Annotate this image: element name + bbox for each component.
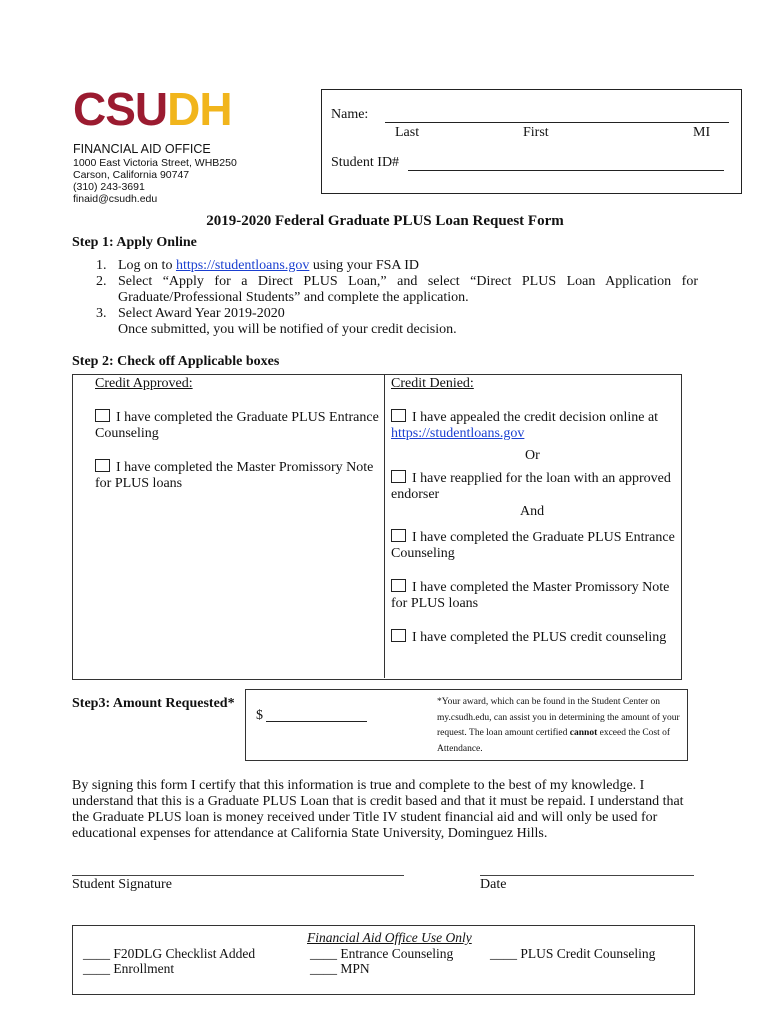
certification-text: By signing this form I certify that this information is true and complete to the best of my knowledge. I understand that this is a Graduate PLUS Loan that is credit based and that it must be repaid. I understand that the Graduate PLUS loan is money received under Title IV student financial aid and will only be used for educational expenses for attendance at California State University, Dominguez Hills. [72, 778, 684, 841]
csudh-logo [73, 83, 232, 135]
entrance-counseling: ____ Entrance Counseling [310, 946, 454, 961]
list-item [96, 258, 698, 274]
checkbox-label: I have completed the PLUS credit counseling [412, 630, 667, 645]
plus-credit-counseling: ____ PLUS Credit Counseling [490, 946, 656, 961]
checklist-added: ____ F20DLG Checklist Added [83, 946, 256, 961]
date-label: Date [480, 877, 507, 892]
office-address [73, 157, 237, 205]
approved-mpn [95, 459, 380, 492]
enrollment: ____ Enrollment [83, 961, 175, 976]
item1-text-post: using your FSA ID [309, 258, 420, 273]
date-line[interactable] [480, 875, 694, 876]
note-bold: cannot [569, 728, 598, 738]
item3-line2: Once submitted, you will be notified of your credit decision. [118, 322, 457, 337]
credit-denied-heading: Credit Denied: [391, 376, 474, 391]
checkbox[interactable] [391, 579, 406, 592]
signature-line[interactable] [72, 875, 404, 876]
office-use-title: Financial Aid Office Use Only [307, 930, 472, 945]
approved-entrance-counseling [95, 409, 380, 442]
checkbox[interactable] [391, 629, 406, 642]
checkbox[interactable] [391, 529, 406, 542]
office-name: FINANCIAL AID OFFICE [73, 142, 211, 156]
list-item [96, 274, 698, 306]
student-id-label: Student ID# [331, 155, 400, 170]
and-text: And [520, 504, 545, 519]
logo-csu: CSU [73, 83, 168, 135]
checkbox-label: I have appealed the credit decision online at [412, 410, 659, 425]
step3-heading: Step3: Amount Requested* [72, 696, 235, 711]
denied-entrance-counseling [391, 529, 676, 562]
checkbox-label: I have completed the Graduate PLUS Entrance Counseling [391, 530, 675, 561]
denied-credit-counseling [391, 629, 676, 646]
studentloans-link[interactable]: https://studentloans.gov [175, 258, 310, 273]
denied-mpn [391, 579, 676, 612]
checkbox-label: I have completed the Master Promissory Note for PLUS loans [95, 460, 374, 491]
list-item [96, 306, 698, 338]
credit-approved-heading: Credit Approved: [95, 376, 193, 391]
item3-line1: Select Award Year 2019-2020 [118, 306, 285, 321]
form-title: 2019-2020 Federal Graduate PLUS Loan Request Form [206, 213, 564, 229]
denied-reapplied [391, 470, 676, 503]
amount-field[interactable] [266, 706, 367, 722]
address-city: Carson, California 90747 [73, 169, 190, 181]
dollar-sign: $ [256, 708, 263, 723]
checkbox-label: I have reapplied for the loan with an approved endorser [391, 471, 671, 502]
checkbox[interactable] [95, 409, 110, 422]
item2-line2: Graduate/Professional Students” and complete the application. [118, 290, 469, 305]
list-number: 2. [96, 274, 107, 289]
list-number: 1. [96, 258, 107, 273]
address-street: 1000 East Victoria Street, WHB250 [73, 157, 237, 169]
denied-appealed [391, 409, 676, 442]
student-signature-label: Student Signature [72, 877, 172, 892]
item1-text-pre: Log on to [118, 258, 176, 273]
studentloans-link[interactable]: https://studentloans.gov [391, 426, 525, 441]
amount-note [437, 695, 682, 757]
logo-dh: DH [167, 83, 232, 135]
name-field[interactable] [385, 104, 729, 123]
address-email: finaid@csudh.edu [73, 193, 158, 205]
checkbox-label: I have completed the Graduate PLUS Entrance Counseling [95, 410, 379, 441]
item2-line1: Select “Apply for a Direct PLUS Loan,” and select “Direct PLUS Loan Application for [118, 274, 698, 289]
mpn: ____ MPN [310, 961, 370, 976]
name-label: Name: [331, 107, 369, 122]
checkbox[interactable] [391, 409, 406, 422]
step1-heading: Step 1: Apply Online [72, 235, 197, 250]
first-label: First [523, 125, 549, 140]
step1-list [96, 258, 698, 338]
address-phone: (310) 243-3691 [73, 181, 145, 193]
checkbox-label: I have completed the Master Promissory Note for PLUS loans [391, 580, 670, 611]
note-text-post: exceed the Cost of Attendance. [437, 728, 671, 754]
or-text: Or [525, 448, 540, 463]
checkbox[interactable] [95, 459, 110, 472]
checkbox[interactable] [391, 470, 406, 483]
mi-label: MI [693, 125, 711, 140]
column-divider [384, 374, 385, 678]
list-number: 3. [96, 306, 107, 321]
step2-heading: Step 2: Check off Applicable boxes [72, 354, 280, 369]
student-id-field[interactable] [408, 152, 724, 171]
note-text-pre: *Your award, which can be found in the Student Center on my.csudh.edu, can assist you in determining the amount of your request. The loan amount certified [437, 697, 680, 738]
last-label: Last [395, 125, 420, 140]
